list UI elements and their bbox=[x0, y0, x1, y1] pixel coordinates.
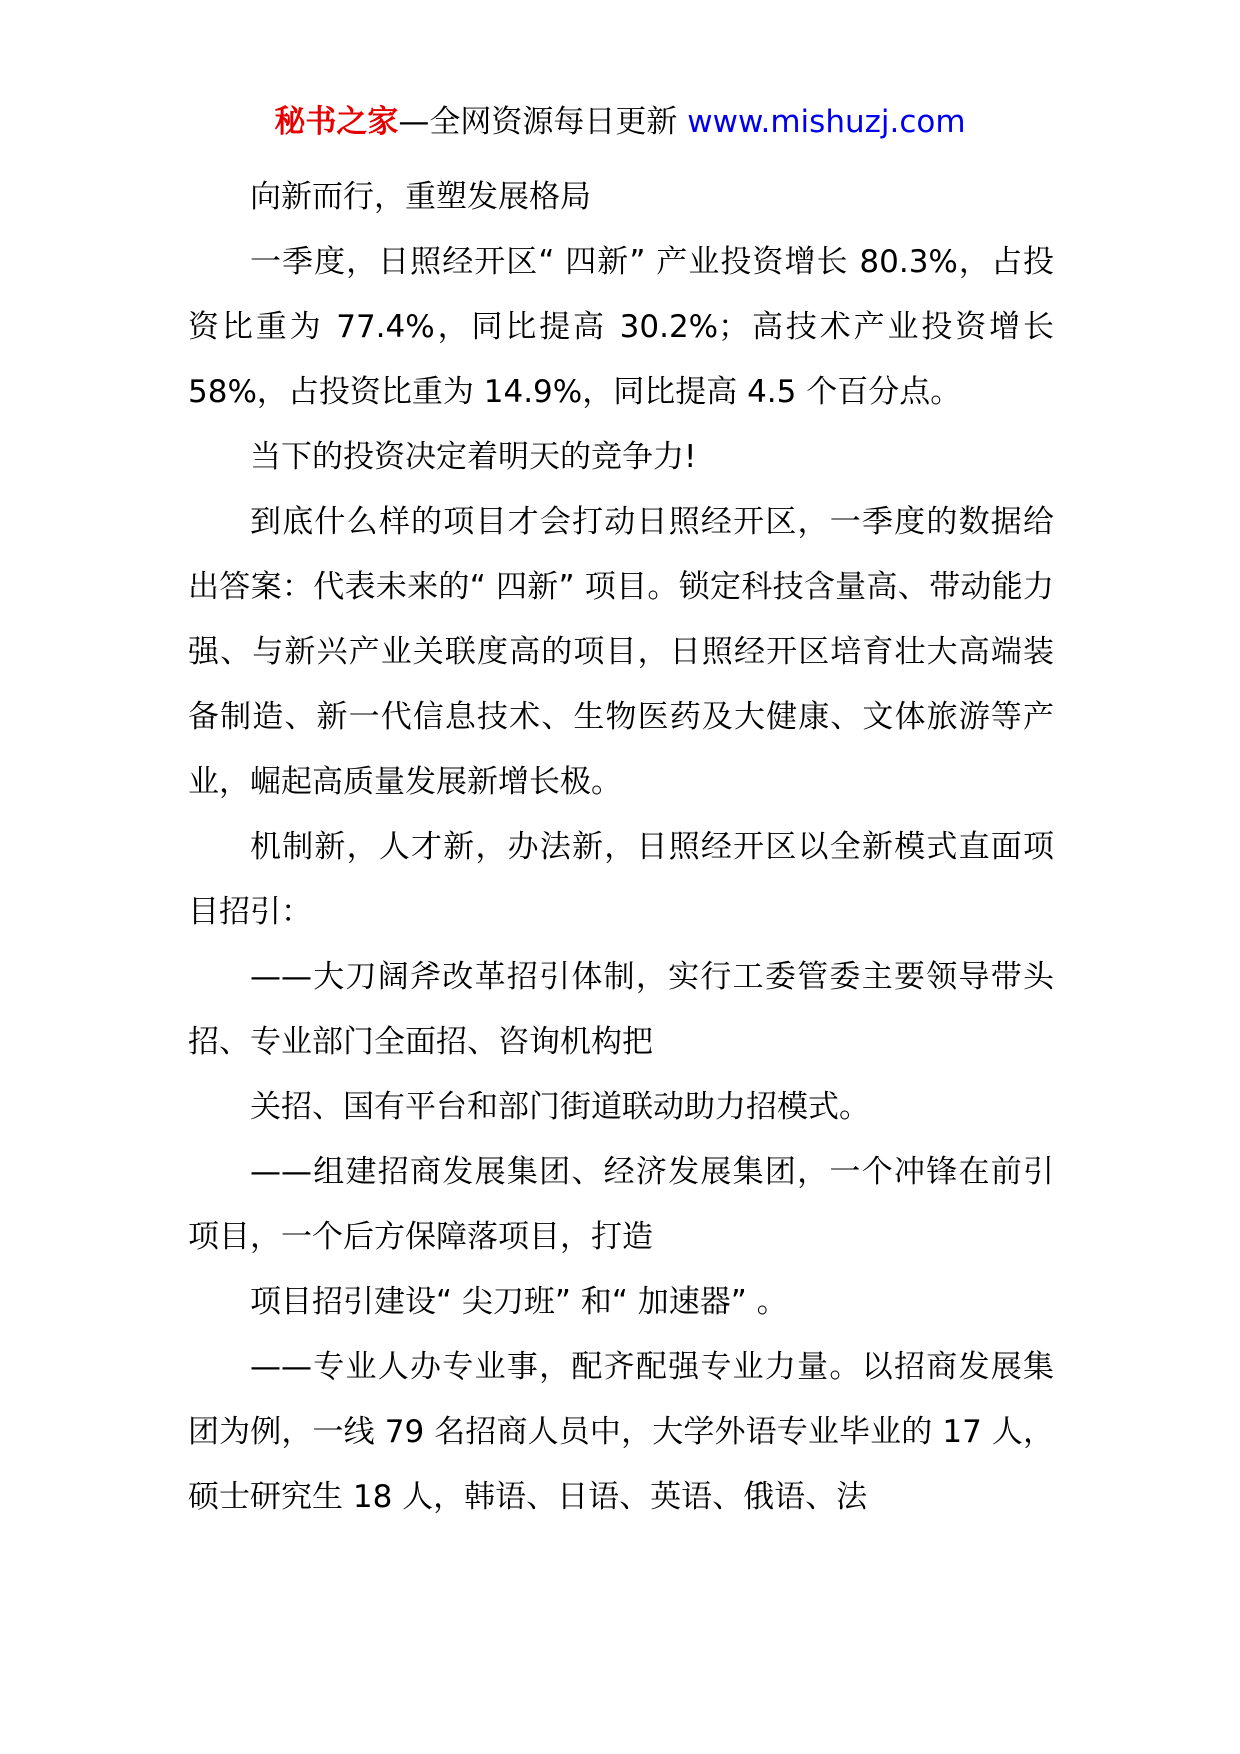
site-header bbox=[0, 100, 1240, 144]
paragraph-reform-3: ——专业人办专业事，配齐配强专业力量。以招商发展集团为例，一线 79 名招商人员中，大学外语专业毕业的 17 人，硕士研究生 18 人，韩语、日语、英语、俄语、法 bbox=[188, 1349, 1054, 1515]
site-url-link[interactable]: www.mishuzj.com bbox=[687, 104, 966, 140]
article-title: 向新而行，重塑发展格局 bbox=[250, 179, 591, 215]
paragraph-new-mechanism: 机制新，人才新，办法新，日照经开区以全新模式直面项目招引： bbox=[188, 829, 1054, 930]
paragraph-four-new-projects: 到底什么样的项目才会打动日照经开区，一季度的数据给出答案：代表未来的“ 四新” 项目。锁定科技含量高、带动能力强、与新兴产业关联度高的项目，日照经开区培育壮大高端装备制造、新一代信息技术、生物医药及大健康、文体旅游等产业，崛起高质量发展新增长极。 bbox=[188, 504, 1054, 800]
article-body bbox=[188, 165, 1054, 1530]
paragraph-reform-1: ——大刀阔斧改革招引体制，实行工委管委主要领导带头招、专业部门全面招、咨询机构把 bbox=[188, 959, 1054, 1060]
paragraph-reform-2: ——组建招商发展集团、经济发展集团，一个冲锋在前引项目，一个后方保障落项目，打造 bbox=[188, 1154, 1054, 1255]
header-tagline: —全网资源每日更新 bbox=[398, 104, 678, 140]
paragraph-competitiveness: 当下的投资决定着明天的竞争力! bbox=[250, 439, 697, 475]
brand-name: 秘书之家 bbox=[274, 104, 399, 140]
paragraph-reform-2-cont: 项目招引建设“ 尖刀班” 和“ 加速器” 。 bbox=[250, 1284, 788, 1320]
paragraph-investment-stats: 一季度，日照经开区“ 四新” 产业投资增长 80.3%，占投资比重为 77.4%，同比提高 30.2%；高技术产业投资增长 58%，占投资比重为 14.9%，同比提高 4.5 个百分点。 bbox=[188, 244, 1054, 410]
paragraph-reform-1-cont: 关招、国有平台和部门街道联动助力招模式。 bbox=[250, 1089, 870, 1125]
